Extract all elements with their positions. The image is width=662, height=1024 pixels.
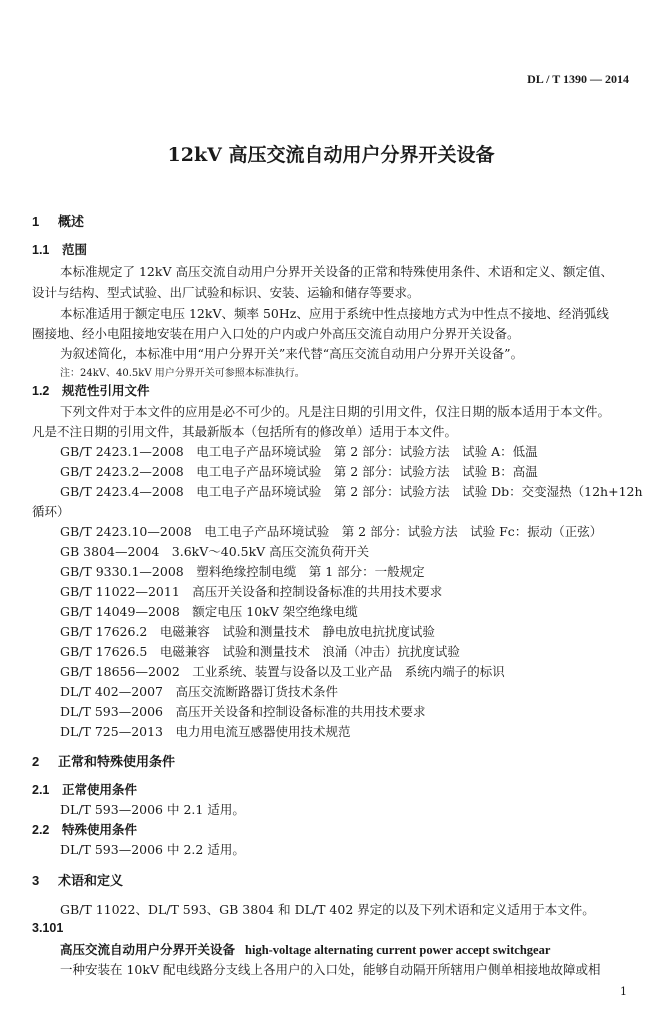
section-title: 正常和特殊使用条件 <box>58 755 176 770</box>
section-1-2-heading <box>32 381 150 399</box>
paragraph-line: 本标准适用于额定电压 12kV、频率 50Hz、应用于系统中性点接地方式为中性点不接地、经消弧线 <box>60 306 609 321</box>
paragraph-line: DL/T 593—2006 中 2.1 适用。 <box>60 802 245 817</box>
section-title: 范围 <box>62 242 88 257</box>
paragraph-line: 圈接地、经小电阻接地安装在用户入口处的户内或户外高压交流自动用户分界开关设备。 <box>32 326 520 341</box>
section-number: 2.2 <box>32 823 50 837</box>
reference-item: GB/T 2423.10—2008 电工电子产品环境试验 第 2 部分：试验方法 试验 Fc：振动（正弦） <box>60 524 603 539</box>
section-number: 1.2 <box>32 384 50 398</box>
section-2-1-heading <box>32 780 137 798</box>
standard-code: DL / T 1390 — 2014 <box>527 72 629 86</box>
reference-item-continuation: 循环） <box>32 504 70 519</box>
reference-item: GB/T 18656—2002 工业系统、装置与设备以及工业产品 系统内端子的标识 <box>60 664 505 679</box>
paragraph-line: 凡是不注日期的引用文件，其最新版本（包括所有的修改单）适用于本文件。 <box>32 424 458 439</box>
section-1-heading <box>32 211 84 230</box>
section-number: 2 <box>32 754 40 769</box>
section-2-heading <box>32 751 175 770</box>
reference-item: GB/T 17626.2 电磁兼容 试验和测量技术 静电放电抗扰度试验 <box>60 624 435 639</box>
section-title: 概述 <box>58 215 85 230</box>
note: 注：24kV、40.5kV 用户分界开关可参照本标准执行。 <box>60 368 305 379</box>
term-heading <box>60 940 550 958</box>
section-number: 3.101 <box>32 921 64 935</box>
paragraph-line: 设计与结构、型式试验、出厂试验和标识、安装、运输和储存等要求。 <box>32 285 420 300</box>
section-1-1-heading <box>32 240 87 258</box>
section-title: 正常使用条件 <box>62 782 138 797</box>
paragraph-line: 本标准规定了 12kV 高压交流自动用户分界开关设备的正常和特殊使用条件、术语和定义、额定值、 <box>60 264 613 279</box>
paragraph-line: 一种安装在 10kV 配电线路分支线上各用户的入口处，能够自动隔开所辖用户侧单相接地故障或相 <box>60 962 601 977</box>
section-2-2-heading <box>32 820 137 838</box>
paragraph-line: 下列文件对于本文件的应用是必不可少的。凡是注日期的引用文件，仅注日期的版本适用于本文件。 <box>60 404 611 419</box>
section-title: 特殊使用条件 <box>62 822 138 837</box>
section-number: 2.1 <box>32 783 50 797</box>
page-number: 1 <box>620 985 627 998</box>
reference-item: GB/T 2423.1—2008 电工电子产品环境试验 第 2 部分：试验方法 试验 A：低温 <box>60 444 538 459</box>
term-title-en: high-voltage alternating current power accept switchgear <box>245 943 551 957</box>
section-title: 规范性引用文件 <box>62 383 150 398</box>
paragraph-line: 为叙述简化，本标准中用“用户分界开关”来代替“高压交流自动用户分界开关设备”。 <box>60 346 524 361</box>
term-number <box>32 920 62 935</box>
section-title: 术语和定义 <box>58 874 124 889</box>
paragraph-line: GB/T 11022、DL/T 593、GB 3804 和 DL/T 402 界定的以及下列术语和定义适用于本文件。 <box>60 902 595 917</box>
reference-item: GB/T 11022—2011 高压开关设备和控制设备标准的共用技术要求 <box>60 584 443 599</box>
reference-item: DL/T 593—2006 高压开关设备和控制设备标准的共用技术要求 <box>60 704 426 719</box>
reference-item: GB/T 17626.5 电磁兼容 试验和测量技术 浪涌（冲击）抗扰度试验 <box>60 644 460 659</box>
section-3-heading <box>32 870 123 889</box>
reference-item: DL/T 402—2007 高压交流断路器订货技术条件 <box>60 684 339 699</box>
reference-item: GB/T 14049—2008 额定电压 10kV 架空绝缘电缆 <box>60 604 358 619</box>
paragraph-line: DL/T 593—2006 中 2.2 适用。 <box>60 842 245 857</box>
term-title-zh: 高压交流自动用户分界开关设备 <box>60 942 236 957</box>
document-title: 12kV 高压交流自动用户分界开关设备 <box>167 144 495 166</box>
reference-item: DL/T 725—2013 电力用电流互感器使用技术规范 <box>60 724 351 739</box>
reference-item: GB 3804—2004 3.6kV～40.5kV 高压交流负荷开关 <box>60 544 370 559</box>
reference-item: GB/T 9330.1—2008 塑料绝缘控制电缆 第 1 部分：一般规定 <box>60 564 425 579</box>
reference-item: GB/T 2423.2—2008 电工电子产品环境试验 第 2 部分：试验方法 试验 B：高温 <box>60 464 538 479</box>
section-number: 3 <box>32 873 40 888</box>
section-number: 1 <box>32 214 40 229</box>
reference-item: GB/T 2423.4—2008 电工电子产品环境试验 第 2 部分：试验方法 试验 Db：交变湿热（12h+12h <box>60 484 643 499</box>
section-number: 1.1 <box>32 243 50 257</box>
